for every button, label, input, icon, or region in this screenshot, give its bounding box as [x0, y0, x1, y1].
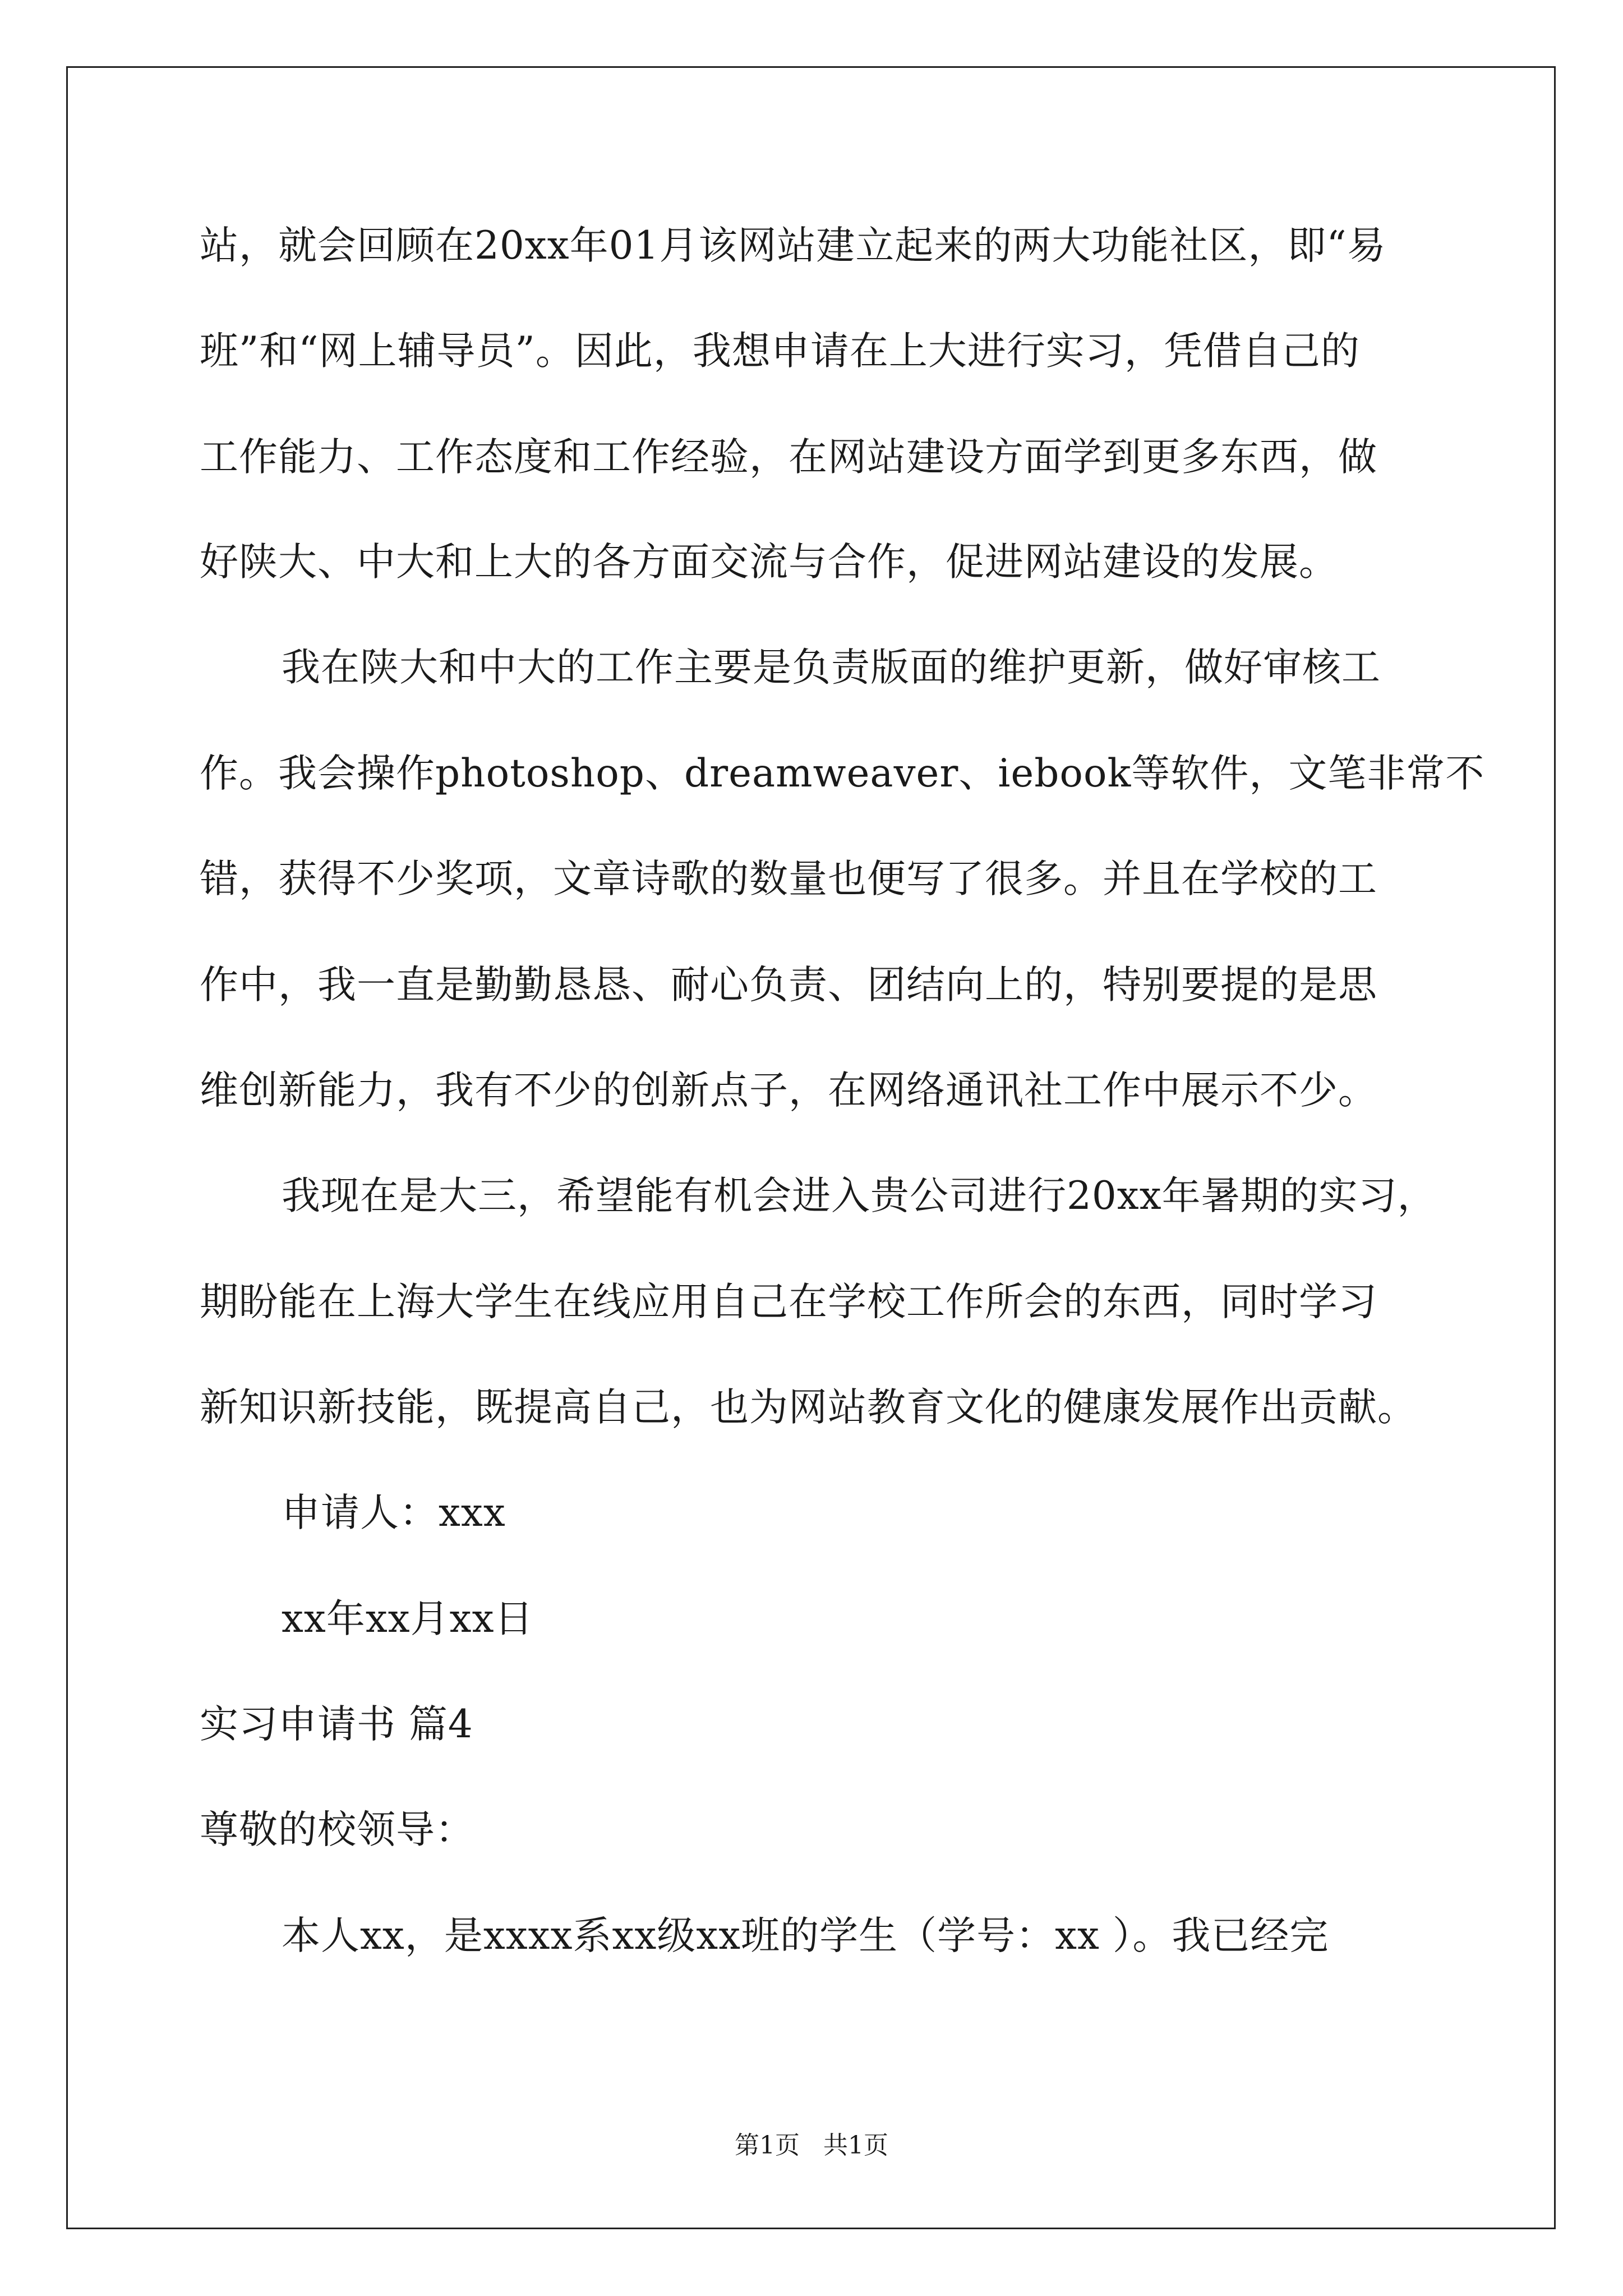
text-line-5: 我在陕大和中大的工作主要是负责版面的维护更新，做好审核工: [282, 645, 1381, 690]
text-line-4: 好陕大、中大和上大的各方面交流与合作，促进网站建设的发展。: [200, 540, 1338, 585]
text-line-8: 作中，我一直是勤勤恳恳、耐心负责、团结向上的，特别要提的是思: [200, 963, 1377, 1007]
text-line-9: 维创新能力，我有不少的创新点子，在网络通讯社工作中展示不少。: [200, 1068, 1377, 1113]
text-line-17: 本人xx，是xxxx系xx级xx班的学生（学号：xx ）。我已经完: [282, 1913, 1329, 1958]
text-line-11: 期盼能在上海大学生在线应用自己在学校工作所会的东西，同时学习: [200, 1280, 1377, 1324]
date-line: xx年xx月xx日: [282, 1596, 534, 1641]
text-line-7: 错，获得不少奖项，文章诗歌的数量也便写了很多。并且在学校的工: [200, 857, 1377, 901]
text-line-6: 作。我会操作photoshop、dreamweaver、iebook等软件，文笔非常不: [200, 751, 1485, 796]
text-line-2: 班”和“网上辅导员”。因此，我想申请在上大进行实习，凭借自己的: [200, 329, 1360, 374]
text-line-3: 工作能力、工作态度和工作经验，在网站建设方面学到更多东西，做: [200, 435, 1377, 480]
page-border: [66, 66, 1556, 2229]
applicant-line: 申请人：xxx: [282, 1490, 506, 1535]
text-line-10: 我现在是大三，希望能有机会进入贵公司进行20xx年暑期的实习，: [282, 1174, 1437, 1218]
salutation: 尊敬的校领导：: [200, 1807, 474, 1852]
text-line-12: 新知识新技能，既提高自己，也为网站教育文化的健康发展作出贡献。: [200, 1385, 1417, 1430]
text-line-1: 站，就会回顾在20xx年01月该网站建立起来的两大功能社区，即“易: [200, 223, 1386, 268]
section-heading: 实习申请书 篇4: [200, 1702, 473, 1747]
page-number-footer: 第1页 共1页: [735, 2131, 888, 2160]
